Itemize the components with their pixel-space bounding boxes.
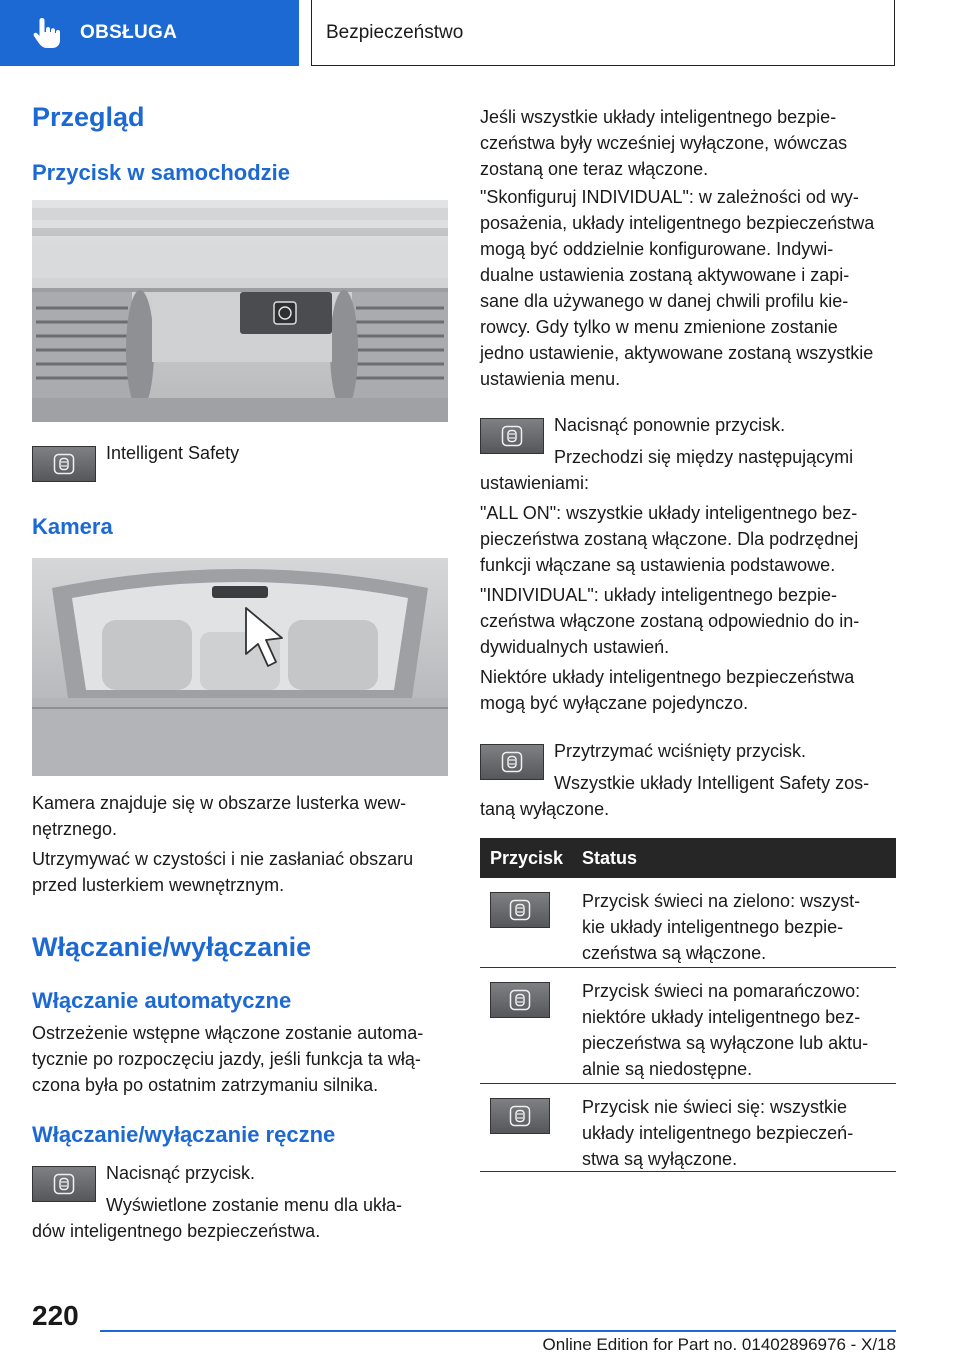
subsection-camera: Kamera <box>32 514 113 539</box>
manual-paragraph: Wyświetlone zostanie menu dla ukła- dów inteligentnego bezpieczeństwa. <box>32 1195 402 1241</box>
section-title-overview: Przegląd <box>32 102 145 132</box>
footer-divider <box>100 1330 896 1332</box>
camera-paragraph-1: Kamera znajduje się w obszarze lusterka wew- nętrznego. <box>32 793 407 839</box>
page-number: 220 <box>32 1300 79 1331</box>
table-header <box>480 838 896 878</box>
table-row <box>480 878 896 968</box>
table-cell-status: Przycisk nie świeci się: wszystkie układy inteligentnego bezpieczeń- stwa są wyłączone. <box>582 1097 854 1169</box>
right-paragraph-2: "Skonfiguruj INDIVIDUAL": w zależności od wy- posażenia, układy inteligentnego bezpieczeństwa mogą być oddzielnie konfigurowane. Indywi- dualne ustawienia zostaną aktywowane i zapi- sane dla używanego w danej chwili profilu kie- rowcy. Gdy tylko w menu zmienione zostanie jedno ustawienie, aktywowane zostaną wszystkie ustawienia menu. <box>480 187 875 389</box>
subsection-button-in-car: Przycisk w samochodzie <box>32 160 290 185</box>
section-tab <box>0 0 299 66</box>
footer-edition: Online Edition for Part no. 01402896976 - X/18 <box>542 1335 896 1354</box>
intelligent-safety-button[interactable] <box>32 446 96 482</box>
intelligent-safety-icon <box>53 453 75 475</box>
step2-text: Nacisnąć ponownie przycisk. <box>554 415 786 435</box>
manual-step: Nacisnąć przycisk. <box>106 1163 256 1183</box>
table-row <box>480 968 896 1084</box>
dashboard-button-illustration <box>32 200 448 422</box>
allon-paragraph: "ALL ON": wszystkie układy inteligentnego bez- pieczeństwa zostaną włączone. Dla podrzędnej funkcji włączane są ustawienia podstawowe. <box>480 503 859 575</box>
intelligent-safety-icon <box>509 989 531 1011</box>
chapter-title: Bezpieczeństwo <box>311 0 895 66</box>
intelligent-safety-button-off <box>490 1098 550 1134</box>
intelligent-safety-icon <box>509 1105 531 1127</box>
intelligent-safety-button-green <box>490 892 550 928</box>
status-table <box>480 838 896 1172</box>
step3-text: Przytrzymać wciśnięty przycisk. <box>554 741 807 761</box>
step2-paragraph: Przechodzi się między następującymi ustawieniami: <box>480 447 854 493</box>
section-tab-label: OBSŁUGA <box>80 22 178 43</box>
camera-illustration <box>32 558 448 776</box>
button-label: Intelligent Safety <box>106 443 240 463</box>
table-header-button: Przycisk <box>490 847 564 868</box>
hand-pointer-icon <box>32 16 62 50</box>
some-systems-paragraph: Niektóre układy inteligentnego bezpieczeństwa mogą być wyłączane pojedynczo. <box>480 667 855 713</box>
page-header <box>0 0 960 66</box>
subsection-automatic: Włączanie automatyczne <box>32 988 292 1013</box>
table-row <box>480 1084 896 1172</box>
subsection-manual: Włączanie/wyłączanie ręczne <box>32 1122 336 1147</box>
automatic-paragraph: Ostrzeżenie wstępne włączone zostanie automa- tycznie po rozpoczęciu jazdy, jeśli funkcja ta włą- czona była po ostatnim zatrzymaniu silnika. <box>32 1023 424 1095</box>
individual-paragraph: "INDIVIDUAL": układy inteligentnego bezpie- czeństwa włączone zostaną odpowiednio do in- dywidualnych ustawień. <box>480 585 860 657</box>
table-cell-status: Przycisk świeci na zielono: wszyst- kie układy inteligentnego bezpie- czeństwa są włączone. <box>582 891 861 963</box>
intelligent-safety-button-orange <box>490 982 550 1018</box>
table-cell-status: Przycisk świeci na pomarańczowo: niektóre układy inteligentnego bez- pieczeństwa są wyłączone lub aktu- alnie są niedostępne. <box>582 981 869 1079</box>
section-title-on-off: Włączanie/wyłączanie <box>32 932 312 962</box>
table-header-status: Status <box>582 847 638 868</box>
right-paragraph-1: Jeśli wszystkie układy inteligentnego bezpie- czeństwa były wcześniej wyłączone, wówczas zostaną one teraz włączone. <box>480 107 848 179</box>
intelligent-safety-icon <box>509 899 531 921</box>
step3-paragraph: Wszystkie układy Intelligent Safety zos- taną wyłączone. <box>480 773 870 819</box>
camera-paragraph-2: Utrzymywać w czystości i nie zasłaniać obszaru przed lusterkiem wewnętrznym. <box>32 849 414 895</box>
